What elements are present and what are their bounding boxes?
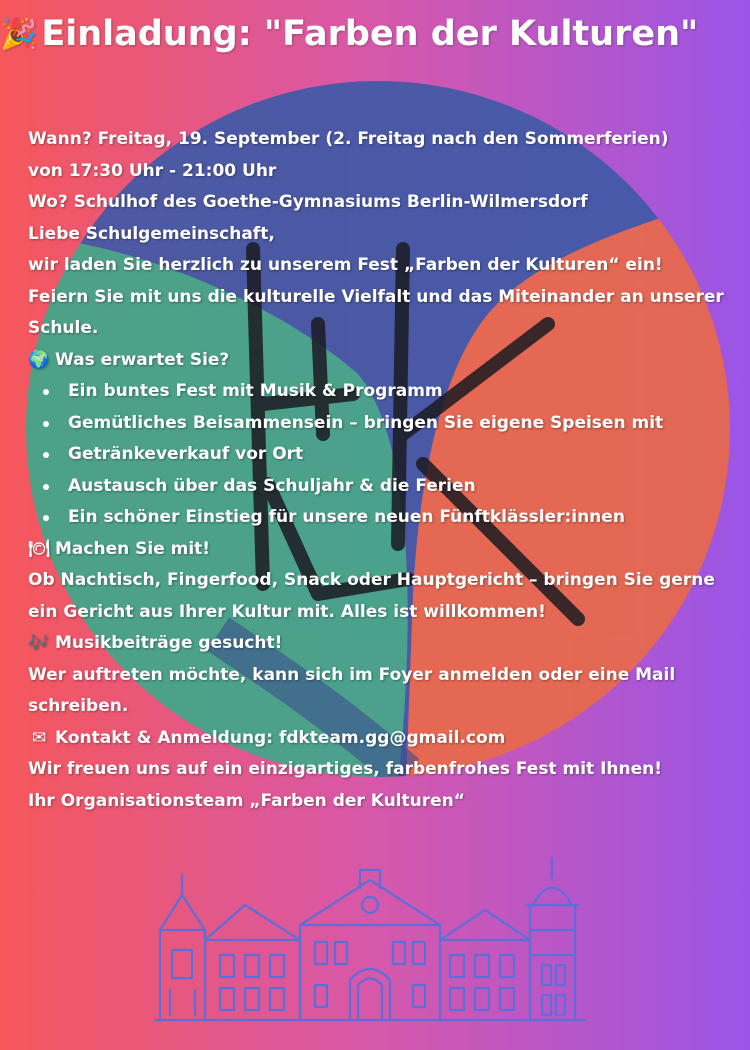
list-item: Ein schöner Einstieg für unsere neuen Fünftklässler:innen (28, 502, 740, 534)
participate-heading-text: Machen Sie mit! (55, 538, 211, 559)
participate-text: Ob Nachtisch, Fingerfood, Snack oder Hauptgericht – bringen Sie gerne ein Gericht aus Ihrer Kultur mit. Alles ist willkommen! (28, 570, 715, 622)
title-text: Einladung: "Farben der Kulturen" (41, 14, 699, 54)
invite-line: wir laden Sie herzlich zu unserem Fest „Farben der Kulturen“ ein! (28, 255, 663, 275)
party-popper-icon: 🎉 (0, 16, 38, 52)
time-line: von 17:30 Uhr - 21:00 Uhr (28, 160, 277, 181)
expect-list (28, 376, 740, 534)
music-heading-text: Musikbeiträge gesucht! (55, 633, 283, 653)
music-notes-icon: 🎶 (28, 633, 50, 653)
list-item: Austausch über das Schuljahr & die Ferien (28, 471, 740, 503)
music-text: Wer auftreten möchte, kann sich im Foyer anmelden oder eine Mail schreiben. (28, 664, 676, 716)
closing-line: Wir freuen uns auf ein einzigartiges, farbenfrohes Fest mit Ihnen! (28, 759, 663, 779)
contact-text[interactable]: Kontakt & Anmeldung: fdkteam.gg@gmail.com (55, 727, 506, 748)
contact-line (28, 723, 740, 755)
when-line: Wann? Freitag, 19. September (2. Freitag nach den Sommerferien) (28, 129, 669, 149)
invitation-body (28, 124, 740, 817)
globe-icon: 🌍 (28, 349, 50, 370)
envelope-icon: ✉ (31, 727, 47, 748)
signature-line: Ihr Organisationsteam „Farben der Kulturen“ (28, 790, 465, 811)
participate-heading (28, 534, 740, 566)
list-item: Getränkeverkauf vor Ort (28, 439, 740, 471)
list-item: Gemütliches Beisammensein – bringen Sie eigene Speisen mit (28, 408, 740, 440)
music-heading (28, 628, 740, 660)
where-line: Wo? Schulhof des Goethe-Gymnasiums Berlin-Wilmersdorf (28, 192, 588, 212)
expect-heading-text: Was erwartet Sie? (55, 349, 230, 370)
list-item: Ein buntes Fest mit Musik & Programm (28, 376, 740, 408)
expect-heading (28, 345, 740, 377)
page-title (0, 14, 750, 54)
salutation: Liebe Schulgemeinschaft, (28, 223, 275, 244)
celebrate-text: Feiern Sie mit uns die kulturelle Vielfalt und das Miteinander an unserer Schule. (28, 286, 724, 338)
school-building-illustration (150, 850, 590, 1030)
plate-icon: 🍽 (28, 538, 50, 559)
